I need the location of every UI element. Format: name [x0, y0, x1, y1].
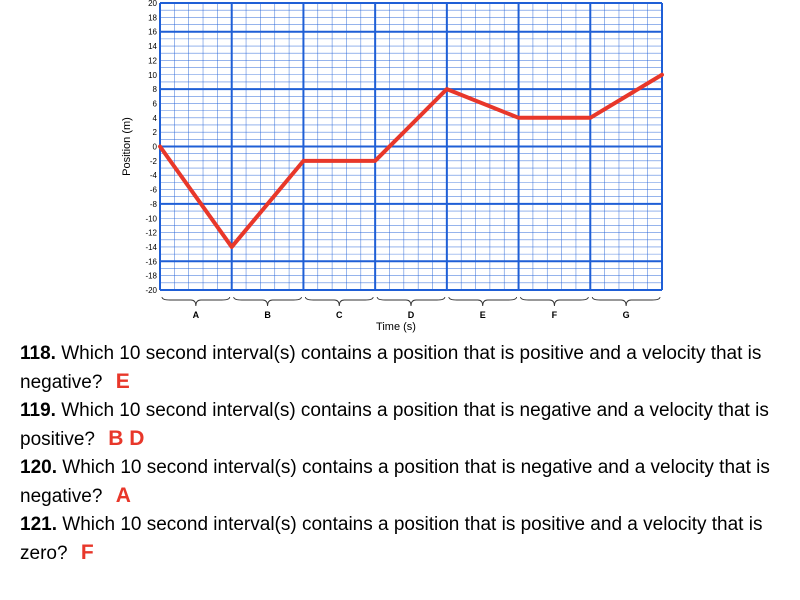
question-118 [20, 340, 790, 397]
question-text: Which 10 second interval(s) contains a position that is negative and a velocity that is negative? [20, 457, 770, 507]
y-tick-label: 12 [148, 56, 157, 66]
y-tick-label: -6 [149, 185, 157, 195]
y-tick-label: 2 [152, 128, 157, 138]
y-tick-label: 14 [148, 42, 157, 52]
interval-brace [592, 297, 660, 306]
interval-label-e: E [479, 310, 486, 320]
y-tick-label: 16 [148, 27, 157, 37]
y-tick-label: 10 [148, 70, 157, 80]
interval-brace [305, 297, 373, 306]
interval-brace [377, 297, 445, 306]
y-tick-label: -12 [145, 228, 157, 238]
answer-121: F [80, 541, 94, 564]
interval-label-a: A [192, 310, 200, 320]
interval-label-f: F [551, 310, 558, 320]
y-tick-label: 18 [148, 13, 157, 23]
y-axis-label: Position (m) [121, 117, 133, 176]
question-list [20, 340, 790, 568]
y-tick-label: -4 [149, 171, 157, 181]
answer-120: A [115, 484, 131, 507]
answer-118: E [115, 370, 130, 393]
interval-brace [449, 297, 517, 306]
y-tick-label: 6 [152, 99, 157, 109]
answer-119: B D [108, 427, 145, 450]
interval-brace [162, 297, 230, 306]
y-tick-label: -18 [145, 271, 157, 281]
y-tick-label: 8 [152, 85, 157, 95]
x-axis-label: Time (s) [376, 321, 416, 333]
question-text: Which 10 second interval(s) contains a position that is positive and a velocity that is negative? [20, 343, 762, 393]
y-tick-label: -2 [149, 156, 157, 166]
interval-label-b: B [264, 310, 271, 320]
question-120 [20, 454, 790, 511]
question-text: Which 10 second interval(s) contains a position that is negative and a velocity that is positive? [20, 400, 769, 450]
interval-brace [521, 297, 589, 306]
chart-grid [160, 3, 662, 290]
question-text: Which 10 second interval(s) contains a position that is positive and a velocity that is zero? [20, 514, 763, 564]
y-tick-label: 20 [148, 0, 157, 8]
interval-label-g: G [622, 310, 630, 320]
y-tick-label: -10 [145, 214, 157, 224]
question-121 [20, 511, 790, 568]
interval-label-d: D [407, 310, 415, 320]
y-tick-label: -14 [145, 242, 157, 252]
question-number: 121. [20, 514, 57, 535]
y-tick-label: -16 [145, 257, 157, 267]
y-tick-label: -8 [149, 199, 157, 209]
question-number: 119. [20, 400, 56, 421]
question-number: 120. [20, 457, 57, 478]
interval-braces [162, 297, 660, 320]
y-tick-label: -20 [145, 286, 157, 295]
question-number: 118. [20, 343, 56, 364]
interval-label-c: C [336, 310, 343, 320]
y-tick-label: 4 [152, 113, 157, 123]
y-tick-labels [145, 0, 157, 295]
y-tick-label: 0 [152, 142, 157, 152]
question-119 [20, 397, 790, 454]
interval-brace [234, 297, 302, 306]
